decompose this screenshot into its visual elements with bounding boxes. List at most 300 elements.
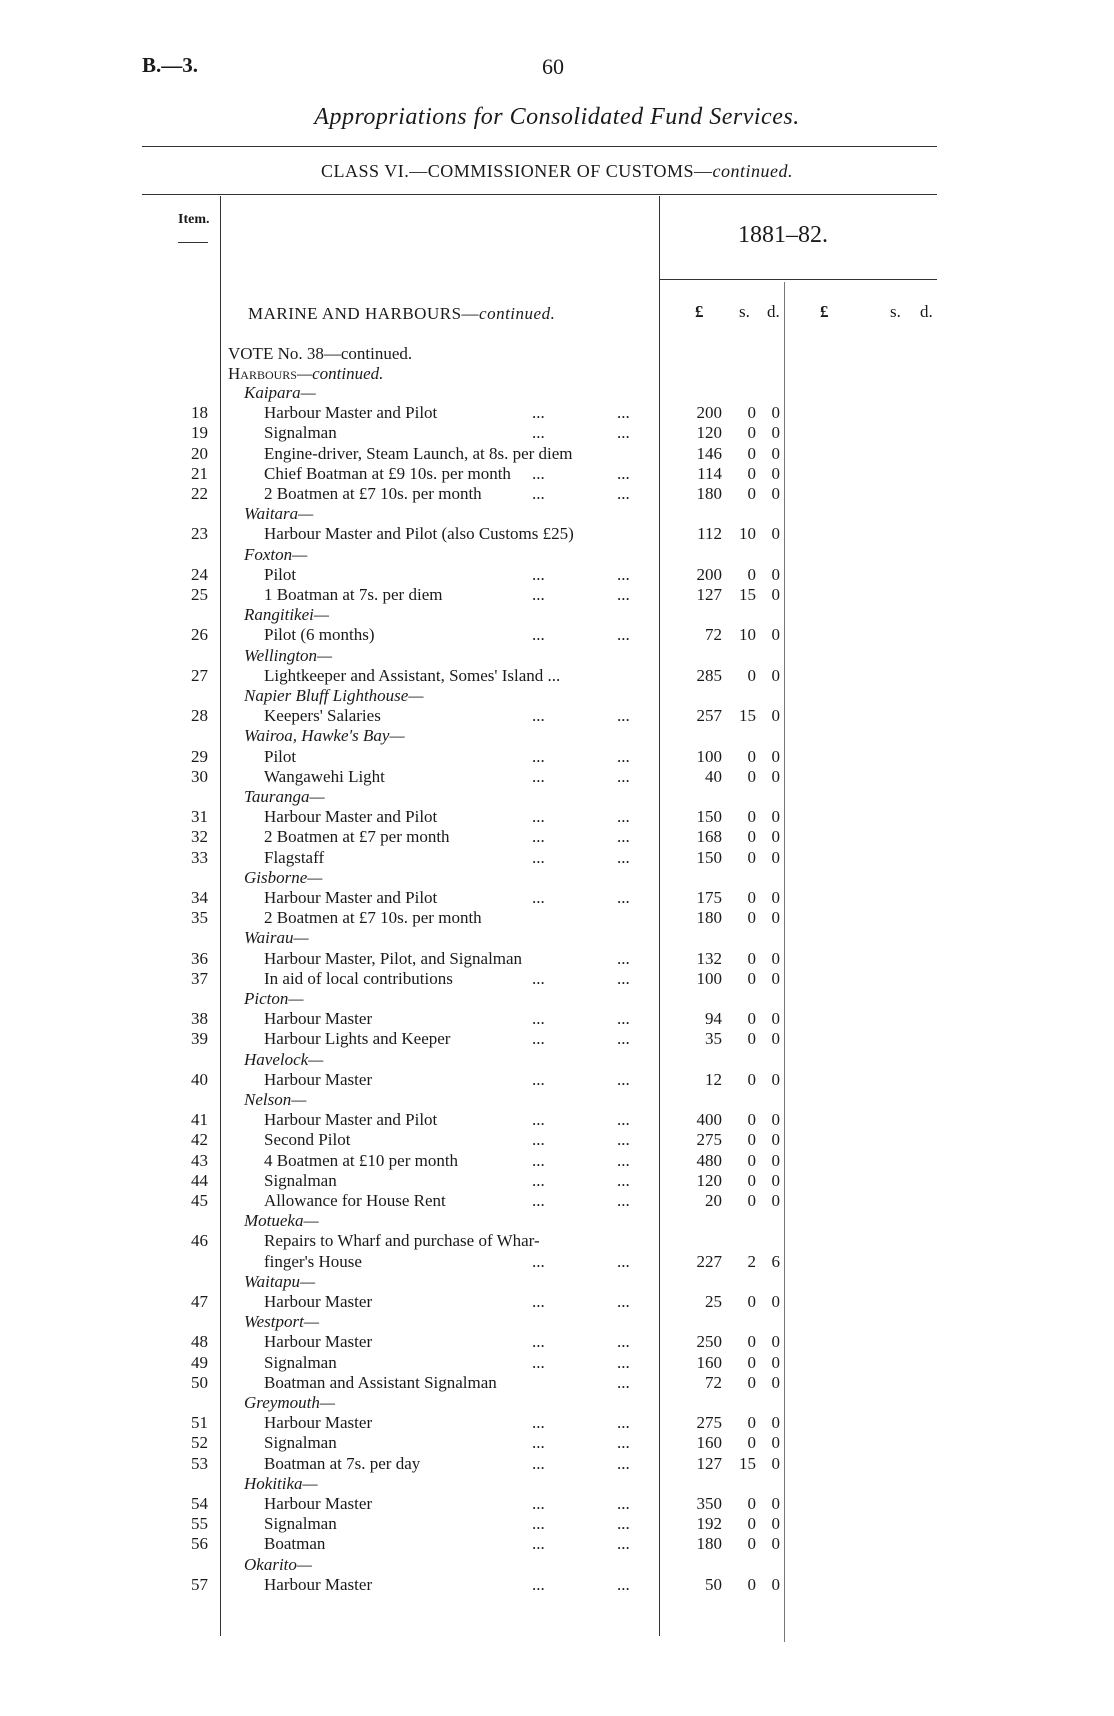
item-number: 34 xyxy=(191,888,208,907)
table-row xyxy=(0,949,1114,969)
amount-pounds: 35 xyxy=(705,1029,722,1049)
place-name: Kaipara— xyxy=(244,383,316,402)
item-column-header: Item. xyxy=(178,212,210,227)
item-number: 47 xyxy=(191,1292,208,1311)
amount-pounds: 168 xyxy=(696,827,722,847)
leader-dot-2: ... xyxy=(617,1352,630,1372)
amount-pounds: 120 xyxy=(696,423,722,443)
leader-dot-2: ... xyxy=(617,463,630,483)
table-row xyxy=(0,666,1114,686)
place-name: Waitapu— xyxy=(244,1271,316,1291)
item-number: 32 xyxy=(191,827,208,847)
amount-pounds: 275 xyxy=(696,1130,722,1150)
table-row xyxy=(0,1009,1114,1029)
amount-pounds: 94 xyxy=(705,1009,722,1029)
item-description: Allowance for House Rent xyxy=(264,1191,446,1210)
leader-dot-1: ... xyxy=(532,706,545,726)
amount-pence: 0 xyxy=(771,1514,780,1534)
item-description: 2 Boatmen at £7 10s. per month xyxy=(264,908,482,928)
leader-dot-1: ... xyxy=(532,1251,545,1271)
table-row xyxy=(0,1353,1114,1373)
leader-dot-2: ... xyxy=(617,888,630,907)
amount-shillings: 15 xyxy=(739,585,756,604)
leader-dot-1: ... xyxy=(532,1170,545,1190)
amount-shillings: 0 xyxy=(747,1372,756,1392)
amount-pounds: 180 xyxy=(696,908,722,928)
item-description: Boatman and Assistant Signalman xyxy=(264,1372,497,1392)
amount-pence: 0 xyxy=(771,1352,780,1372)
pence-header-1: d. xyxy=(767,302,780,321)
item-number: 36 xyxy=(191,948,208,968)
amount-pounds: 160 xyxy=(696,1352,722,1372)
vote-line: VOTE No. 38—continued. xyxy=(228,344,413,363)
leader-dot-2: ... xyxy=(617,827,630,847)
item-description: finger's House xyxy=(264,1251,362,1271)
leader-dot-2: ... xyxy=(617,1069,630,1089)
amount-pence: 0 xyxy=(771,524,780,544)
leader-dot-2: ... xyxy=(617,1453,630,1473)
place-heading-row xyxy=(0,1474,1114,1494)
amount-pounds: 40 xyxy=(705,766,722,786)
place-heading-row xyxy=(0,545,1114,565)
top-rule xyxy=(142,146,937,147)
place-name: Tauranga— xyxy=(244,787,325,806)
leader-dot-2: ... xyxy=(617,564,630,584)
year-header: 1881–82. xyxy=(738,222,828,248)
amount-shillings: 0 xyxy=(747,484,756,503)
item-number: 53 xyxy=(191,1453,208,1473)
shillings-header-1: s. xyxy=(739,302,750,321)
leader-dot-1: ... xyxy=(532,1514,545,1534)
item-description: Harbour Master xyxy=(264,1494,373,1513)
table-row xyxy=(0,1575,1114,1595)
place-heading-row xyxy=(0,1272,1114,1292)
amount-pence: 0 xyxy=(771,1332,780,1352)
leader-dot-2: ... xyxy=(617,1332,630,1352)
leader-dot-1: ... xyxy=(532,827,545,847)
amount-shillings: 0 xyxy=(747,1574,756,1594)
table-row xyxy=(0,767,1114,787)
amount-shillings: 0 xyxy=(747,1413,756,1433)
place-heading-row xyxy=(0,504,1114,524)
amount-shillings: 0 xyxy=(747,1110,756,1130)
table-row xyxy=(0,1130,1114,1150)
pounds-header-1: £ xyxy=(695,302,704,321)
amount-pounds: 175 xyxy=(696,888,722,907)
amount-shillings: 0 xyxy=(747,807,756,827)
leader-dot-2: ... xyxy=(617,766,630,786)
amount-pence: 0 xyxy=(771,807,780,827)
amount-shillings: 0 xyxy=(747,847,756,867)
amount-shillings: 0 xyxy=(747,463,756,483)
leader-dot-1: ... xyxy=(532,564,545,584)
item-number: 28 xyxy=(191,706,208,726)
amount-shillings: 0 xyxy=(747,1029,756,1049)
item-number: 21 xyxy=(191,463,208,483)
place-name: Hokitika— xyxy=(244,1473,318,1493)
place-name: Havelock— xyxy=(244,1049,324,1069)
table-row xyxy=(0,1454,1114,1474)
amount-pence: 0 xyxy=(771,484,780,503)
item-description: Engine-driver, Steam Launch, at 8s. per diem xyxy=(264,443,573,463)
place-name: Westport— xyxy=(244,1312,319,1332)
item-description: Harbour Master xyxy=(264,1292,373,1311)
item-description: Harbour Master and Pilot xyxy=(264,807,438,827)
leader-dot-2: ... xyxy=(617,1251,630,1271)
amount-shillings: 0 xyxy=(747,1150,756,1170)
amount-pounds: 120 xyxy=(696,1170,722,1190)
amount-pence: 0 xyxy=(771,1574,780,1594)
table-row xyxy=(0,848,1114,868)
amount-pounds: 350 xyxy=(696,1494,722,1513)
amount-shillings: 0 xyxy=(747,1494,756,1513)
item-number: 43 xyxy=(191,1150,208,1170)
table-row xyxy=(0,706,1114,726)
item-description: Flagstaff xyxy=(264,847,325,867)
leader-dot-2: ... xyxy=(617,968,630,988)
leader-dot-1: ... xyxy=(532,1130,545,1150)
leader-dot-2: ... xyxy=(617,625,630,645)
amount-shillings: 0 xyxy=(747,766,756,786)
table-row xyxy=(0,1332,1114,1352)
amount-pence: 0 xyxy=(771,1433,780,1453)
amount-pence: 0 xyxy=(771,706,780,726)
place-heading-row xyxy=(0,1090,1114,1110)
place-heading-row xyxy=(0,383,1114,403)
shillings-header-2: s. xyxy=(890,302,901,321)
amount-pence: 0 xyxy=(771,746,780,766)
table-row xyxy=(0,1231,1114,1251)
item-description: Signalman xyxy=(264,423,337,443)
place-heading-row xyxy=(0,646,1114,666)
leader-dot-2: ... xyxy=(617,807,630,827)
table-row xyxy=(0,1070,1114,1090)
leader-dot-2: ... xyxy=(617,1534,630,1554)
pounds-header-2: £ xyxy=(820,302,829,321)
item-number: 39 xyxy=(191,1029,208,1049)
leader-dot-2: ... xyxy=(617,1009,630,1029)
leader-dot-1: ... xyxy=(532,1110,545,1130)
leader-dot-1: ... xyxy=(532,1413,545,1433)
table-row xyxy=(0,565,1114,585)
amount-shillings: 0 xyxy=(747,403,756,423)
leader-dot-1: ... xyxy=(532,1433,545,1453)
leader-dot-2: ... xyxy=(617,403,630,423)
header-rule xyxy=(142,194,937,195)
item-number: 46 xyxy=(191,1231,208,1251)
amount-shillings: 0 xyxy=(747,1332,756,1352)
amount-shillings: 15 xyxy=(739,1453,756,1473)
harbours-line: Harbours—continued. xyxy=(228,364,384,383)
table-row xyxy=(0,625,1114,645)
place-heading-row xyxy=(0,1555,1114,1575)
amount-pence: 0 xyxy=(771,1029,780,1049)
leader-dot-1: ... xyxy=(532,463,545,483)
leader-dot-2: ... xyxy=(617,1292,630,1311)
amount-pounds: 100 xyxy=(696,968,722,988)
table-row xyxy=(0,969,1114,989)
item-description: Keepers' Salaries xyxy=(264,706,381,726)
table-row xyxy=(0,1433,1114,1453)
item-description: Repairs to Wharf and purchase of Whar- xyxy=(264,1231,540,1251)
page-title: Appropriations for Consolidated Fund Services. xyxy=(314,104,800,130)
item-description: 4 Boatmen at £10 per month xyxy=(264,1150,459,1170)
leader-dot-1: ... xyxy=(532,1292,545,1311)
leader-dot-1: ... xyxy=(532,1534,545,1554)
place-heading-row xyxy=(0,989,1114,1009)
leader-dot-2: ... xyxy=(617,1170,630,1190)
leader-dot-2: ... xyxy=(617,706,630,726)
leader-dot-1: ... xyxy=(532,423,545,443)
leader-dot-2: ... xyxy=(617,585,630,604)
amount-pounds: 480 xyxy=(696,1150,722,1170)
amount-shillings: 2 xyxy=(747,1251,756,1271)
amount-pounds: 250 xyxy=(696,1332,722,1352)
amount-shillings: 10 xyxy=(739,524,756,544)
item-description: Signalman xyxy=(264,1514,337,1534)
item-description: Harbour Master and Pilot (also Customs £25) xyxy=(264,524,574,544)
table-row xyxy=(0,1514,1114,1534)
amount-shillings: 0 xyxy=(747,827,756,847)
amount-shillings: 0 xyxy=(747,1292,756,1311)
amount-shillings: 0 xyxy=(747,1170,756,1190)
item-number: 38 xyxy=(191,1009,208,1029)
item-description: Harbour Master and Pilot xyxy=(264,403,438,423)
place-name: Wellington— xyxy=(244,645,333,665)
leader-dot-1: ... xyxy=(532,1332,545,1352)
item-header-underline xyxy=(178,242,208,243)
place-heading-row xyxy=(0,1393,1114,1413)
amount-pence: 0 xyxy=(771,1191,780,1210)
amount-pounds: 275 xyxy=(696,1413,722,1433)
amount-pounds: 180 xyxy=(696,484,722,503)
place-heading-row xyxy=(0,787,1114,807)
amount-pence: 0 xyxy=(771,1110,780,1130)
leader-dot-2: ... xyxy=(617,1110,630,1130)
amount-pounds: 285 xyxy=(696,665,722,685)
amount-shillings: 0 xyxy=(747,1352,756,1372)
amount-shillings: 0 xyxy=(747,443,756,463)
leader-dot-1: ... xyxy=(532,1574,545,1594)
amount-pounds: 180 xyxy=(696,1534,722,1554)
amount-shillings: 0 xyxy=(747,1069,756,1089)
item-description: In aid of local contributions xyxy=(264,968,453,988)
leader-dot-2: ... xyxy=(617,1433,630,1453)
leader-dot-1: ... xyxy=(532,625,545,645)
item-number: 29 xyxy=(191,746,208,766)
amount-pounds: 50 xyxy=(705,1574,722,1594)
item-number: 22 xyxy=(191,484,208,503)
amount-shillings: 0 xyxy=(747,968,756,988)
amount-pence: 0 xyxy=(771,665,780,685)
item-description: Harbour Master and Pilot xyxy=(264,888,438,907)
item-number: 24 xyxy=(191,564,208,584)
amount-pounds: 72 xyxy=(705,625,722,645)
item-description: Harbour Lights and Keeper xyxy=(264,1029,451,1049)
amount-pence: 0 xyxy=(771,1453,780,1473)
amount-pounds: 150 xyxy=(696,847,722,867)
place-name: Okarito— xyxy=(244,1554,312,1574)
place-name: Wairau— xyxy=(244,928,309,948)
item-number: 18 xyxy=(191,403,208,423)
class-heading: CLASS VI.—COMMISSIONER OF CUSTOMS—continued. xyxy=(321,161,793,181)
item-number: 35 xyxy=(191,908,208,928)
amount-shillings: 10 xyxy=(739,625,756,645)
leader-dot-2: ... xyxy=(617,746,630,766)
amount-pence: 0 xyxy=(771,827,780,847)
leader-dot-2: ... xyxy=(617,1191,630,1210)
item-description: Wangawehi Light xyxy=(264,766,385,786)
item-number: 45 xyxy=(191,1191,208,1210)
amount-pence: 0 xyxy=(771,847,780,867)
amount-shillings: 15 xyxy=(739,706,756,726)
place-heading-row xyxy=(0,1312,1114,1332)
amount-pounds: 150 xyxy=(696,807,722,827)
item-number: 20 xyxy=(191,443,208,463)
place-name: Wairoa, Hawke's Bay— xyxy=(244,726,405,746)
table-row xyxy=(0,1373,1114,1393)
amount-pounds: 112 xyxy=(697,524,722,544)
table-row xyxy=(0,908,1114,928)
amount-pounds: 127 xyxy=(696,1453,722,1473)
amount-pence: 0 xyxy=(771,443,780,463)
leader-dot-1: ... xyxy=(532,1191,545,1210)
table-row xyxy=(0,827,1114,847)
table-row xyxy=(0,403,1114,423)
leader-dot-2: ... xyxy=(617,423,630,443)
leader-dot-1: ... xyxy=(532,888,545,907)
place-name: Rangitikei— xyxy=(244,605,329,625)
leader-dot-1: ... xyxy=(532,1009,545,1029)
leader-dot-2: ... xyxy=(617,1413,630,1433)
leader-dot-2: ... xyxy=(617,1574,630,1594)
amount-shillings: 0 xyxy=(747,746,756,766)
amount-shillings: 0 xyxy=(747,1191,756,1210)
place-name: Napier Bluff Lighthouse— xyxy=(244,686,424,705)
amount-pence: 0 xyxy=(771,1130,780,1150)
amount-pounds: 12 xyxy=(705,1069,722,1089)
amount-shillings: 0 xyxy=(747,423,756,443)
amount-pounds: 20 xyxy=(705,1191,722,1210)
place-name: Picton— xyxy=(244,989,304,1008)
place-heading-row xyxy=(0,605,1114,625)
leader-dot-2: ... xyxy=(617,1372,630,1392)
leader-dot-1: ... xyxy=(532,807,545,827)
amount-pence: 0 xyxy=(771,1494,780,1513)
item-number: 23 xyxy=(191,524,208,544)
page-id: B.—3. xyxy=(142,53,199,77)
place-heading-row xyxy=(0,1211,1114,1231)
pence-header-2: d. xyxy=(920,302,933,321)
amount-pounds: 192 xyxy=(696,1514,722,1534)
leader-dot-1: ... xyxy=(532,484,545,503)
table-row xyxy=(0,1151,1114,1171)
item-number: 54 xyxy=(191,1494,208,1513)
amount-pence: 0 xyxy=(771,1372,780,1392)
leader-dot-1: ... xyxy=(532,746,545,766)
amount-shillings: 0 xyxy=(747,564,756,584)
place-name: Motueka— xyxy=(244,1211,319,1231)
item-description: Boatman xyxy=(264,1534,326,1554)
table-row xyxy=(0,524,1114,544)
amount-pounds: 146 xyxy=(696,443,722,463)
place-heading-row xyxy=(0,868,1114,888)
item-number: 26 xyxy=(191,625,208,645)
table-row xyxy=(0,1292,1114,1312)
amount-pence: 0 xyxy=(771,1069,780,1089)
amount-pence: 0 xyxy=(771,564,780,584)
table-row xyxy=(0,747,1114,767)
amount-pence: 0 xyxy=(771,948,780,968)
table-row xyxy=(0,1171,1114,1191)
amount-pence: 6 xyxy=(771,1251,780,1271)
leader-dot-2: ... xyxy=(617,1029,630,1049)
item-number: 19 xyxy=(191,423,208,443)
amount-pounds: 160 xyxy=(696,1433,722,1453)
item-number: 40 xyxy=(191,1069,208,1089)
item-description: Boatman at 7s. per day xyxy=(264,1453,421,1473)
leader-dot-1: ... xyxy=(532,1352,545,1372)
leader-dot-1: ... xyxy=(532,585,545,604)
item-description: 2 Boatmen at £7 per month xyxy=(264,827,450,847)
item-description: Harbour Master xyxy=(264,1069,373,1089)
leader-dot-1: ... xyxy=(532,1453,545,1473)
amount-pence: 0 xyxy=(771,766,780,786)
place-name: Waitara— xyxy=(244,504,314,524)
item-number: 52 xyxy=(191,1433,208,1453)
table-row xyxy=(0,807,1114,827)
amount-pounds: 227 xyxy=(696,1251,722,1271)
item-description: Harbour Master xyxy=(264,1413,373,1433)
table-row xyxy=(0,1413,1114,1433)
leader-dot-2: ... xyxy=(617,847,630,867)
item-number: 51 xyxy=(191,1413,208,1433)
item-description: 1 Boatman at 7s. per diem xyxy=(264,585,443,604)
place-name: Gisborne— xyxy=(244,867,323,887)
item-number: 57 xyxy=(191,1574,208,1594)
amount-pounds: 114 xyxy=(697,463,722,483)
amount-pounds: 127 xyxy=(696,585,722,604)
item-description: Signalman xyxy=(264,1433,337,1453)
amount-pence: 0 xyxy=(771,1413,780,1433)
item-number: 25 xyxy=(191,585,208,604)
amount-pounds: 25 xyxy=(705,1292,722,1311)
section-heading: MARINE AND HARBOURS—continued. xyxy=(248,304,556,323)
amount-pence: 0 xyxy=(771,585,780,604)
place-name: Nelson— xyxy=(244,1090,307,1109)
amount-shillings: 0 xyxy=(747,665,756,685)
amount-pounds: 257 xyxy=(696,706,722,726)
item-number: 56 xyxy=(191,1534,208,1554)
amount-pence: 0 xyxy=(771,1170,780,1190)
amount-pounds: 200 xyxy=(696,564,722,584)
amount-shillings: 0 xyxy=(747,1534,756,1554)
item-number: 48 xyxy=(191,1332,208,1352)
table-row xyxy=(0,888,1114,908)
leader-dot-2: ... xyxy=(617,1494,630,1513)
item-number: 31 xyxy=(191,807,208,827)
amount-pence: 0 xyxy=(771,423,780,443)
place-heading-row xyxy=(0,726,1114,746)
item-description: Harbour Master, Pilot, and Signalman xyxy=(264,948,523,968)
amount-pence: 0 xyxy=(771,1292,780,1311)
table-row xyxy=(0,585,1114,605)
item-description: Harbour Master xyxy=(264,1332,373,1352)
amount-pence: 0 xyxy=(771,908,780,928)
amount-shillings: 0 xyxy=(747,1433,756,1453)
item-description: Pilot (6 months) xyxy=(264,625,375,645)
amount-pence: 0 xyxy=(771,625,780,645)
